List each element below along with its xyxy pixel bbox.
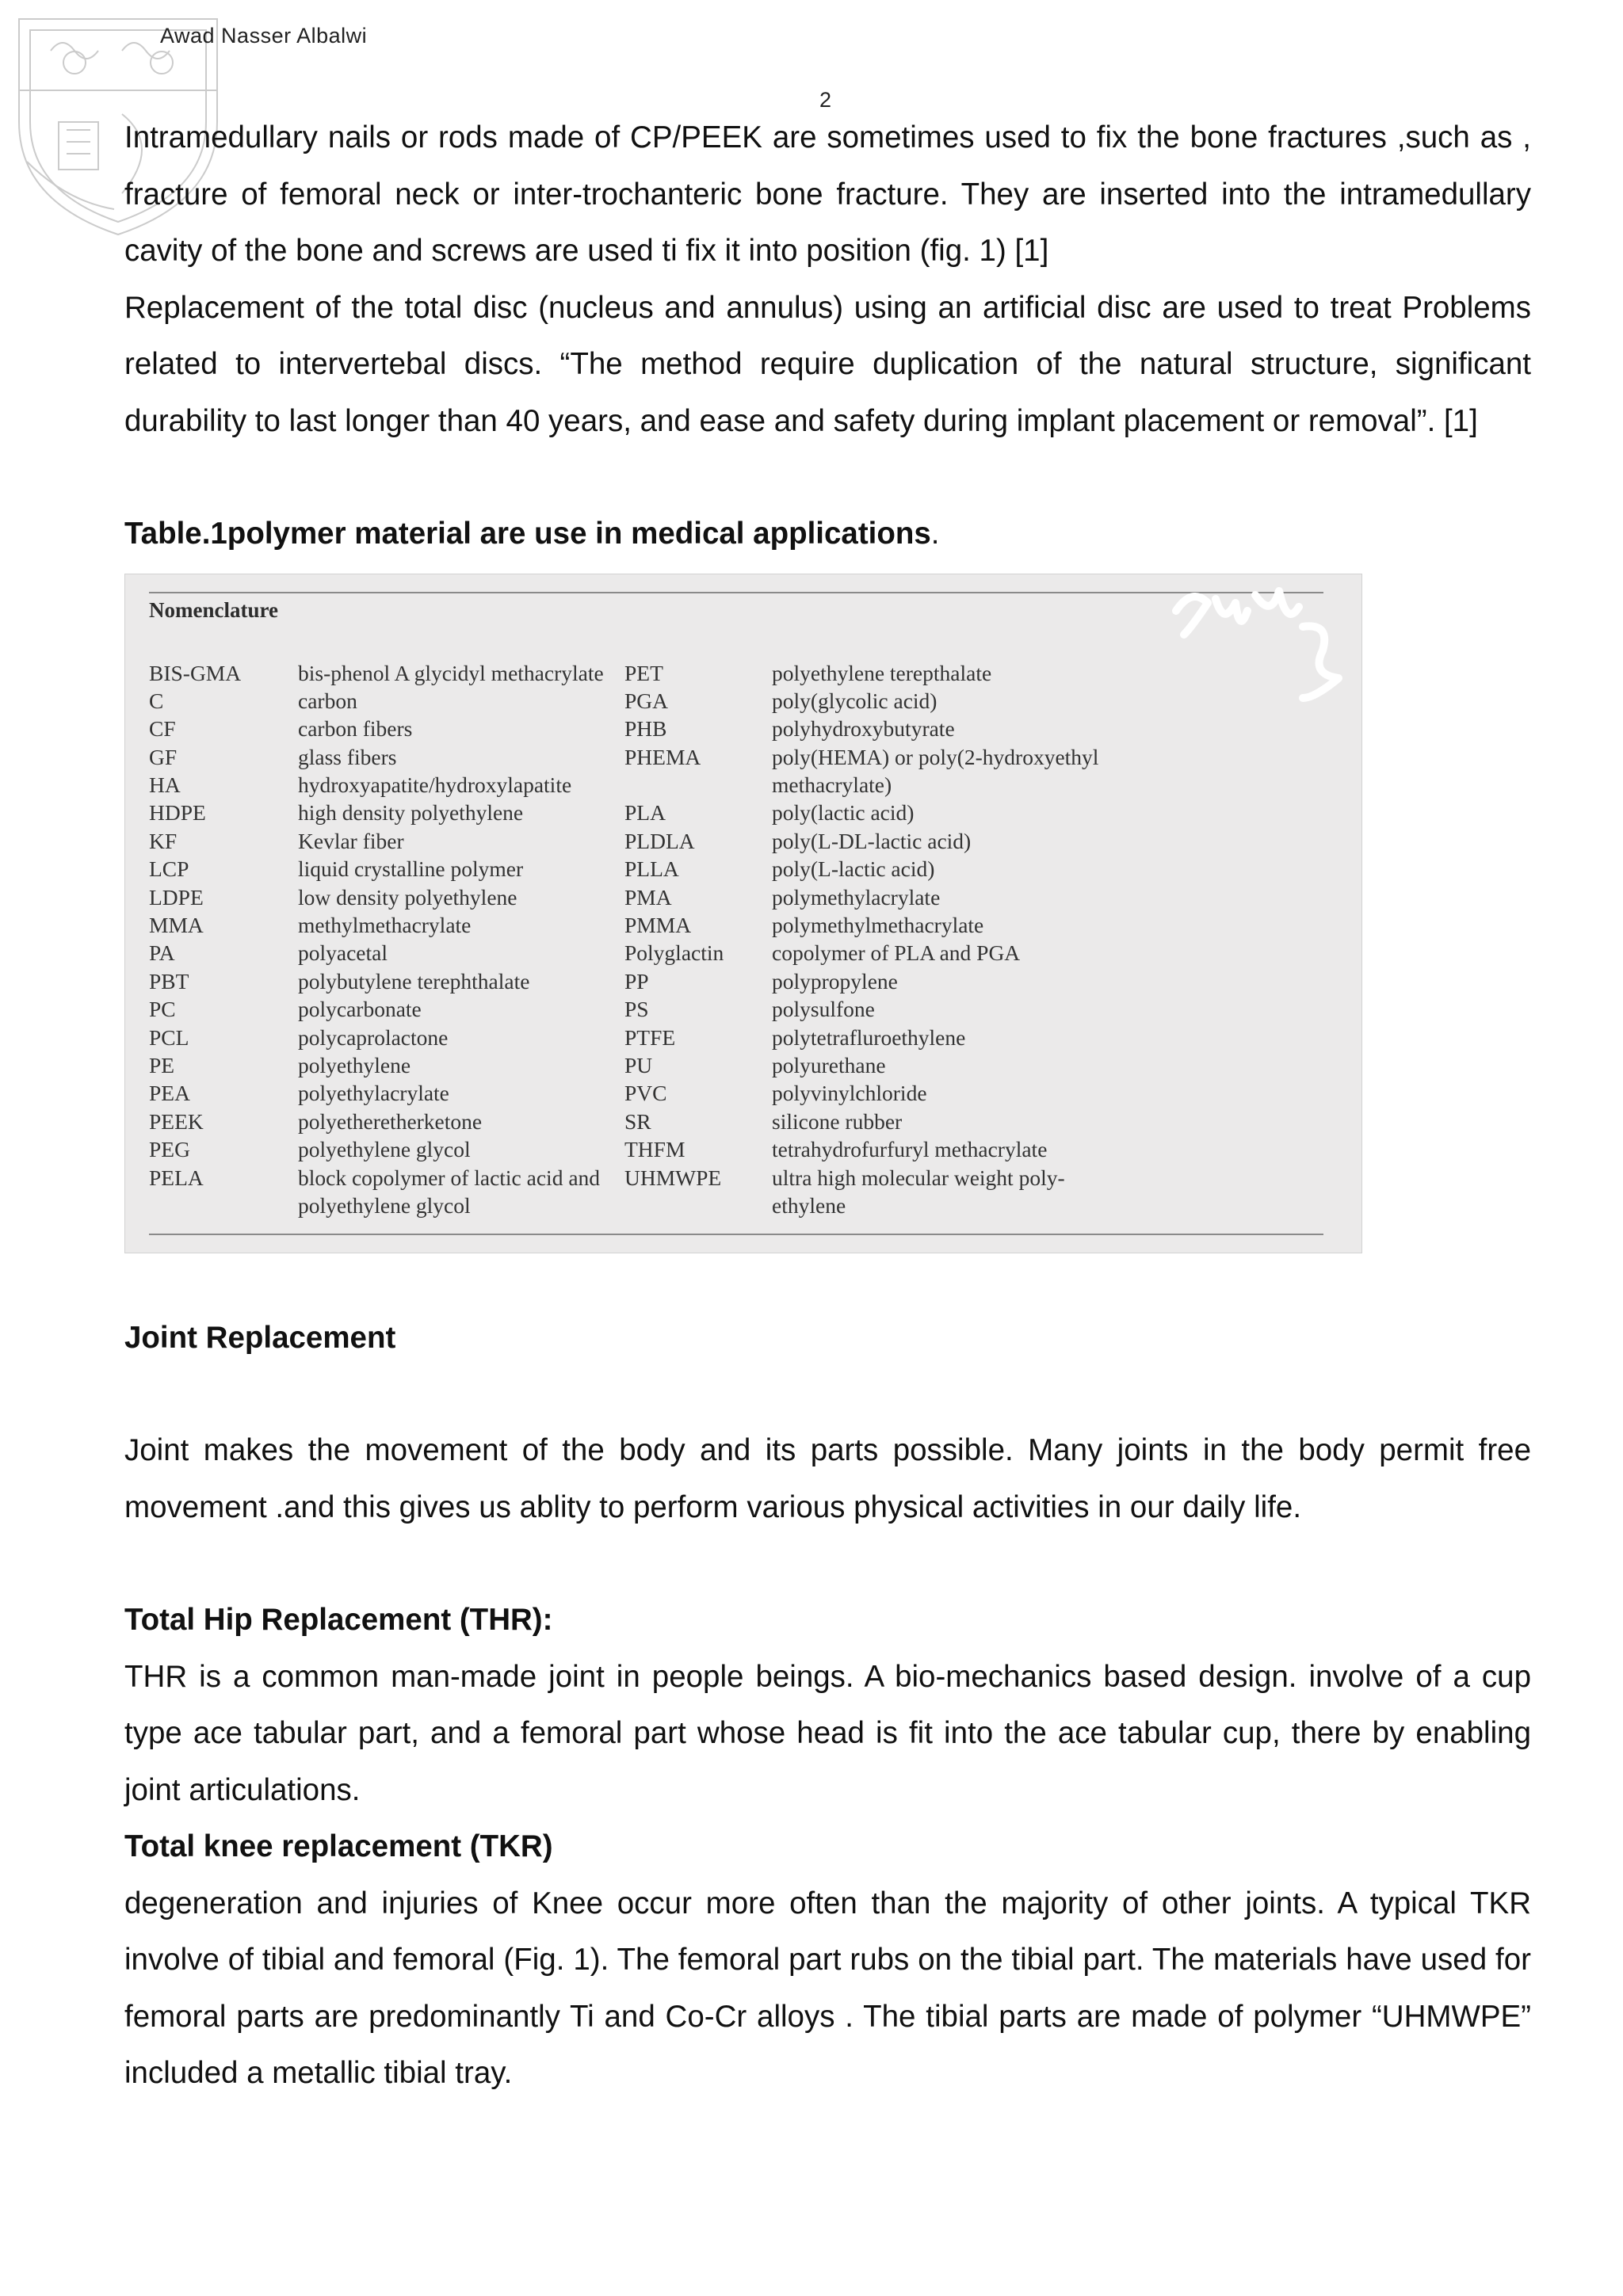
- nomenclature-definition: polyethylene terepthalate: [772, 660, 992, 685]
- nomenclature-definition: polymethylmethacrylate: [772, 913, 984, 938]
- nomenclature-row: [149, 911, 604, 939]
- nomenclature-definition: polyethylene glycol: [298, 1192, 471, 1218]
- nomenclature-abbreviation: THFM: [624, 1137, 685, 1162]
- tkr-heading: Total knee replacement (TKR): [124, 1829, 553, 1863]
- nomenclature-definition: polyethylene: [298, 1052, 411, 1077]
- nomenclature-definition: poly(glycolic acid): [772, 688, 938, 713]
- nomenclature-row: [624, 715, 1098, 742]
- nomenclature-abbreviation: PA: [149, 940, 175, 966]
- nomenclature-definition: poly(lactic acid): [772, 800, 915, 826]
- page-number: 2: [819, 88, 832, 112]
- nomenclature-abbreviation: [624, 1192, 772, 1219]
- nomenclature-abbreviation: PVC: [624, 1081, 667, 1106]
- nomenclature-row: [624, 659, 1098, 687]
- nomenclature-row: [624, 827, 1098, 855]
- handwritten-scribble-icon: [1160, 579, 1358, 714]
- nomenclature-row: [149, 1192, 604, 1219]
- nomenclature-row: [149, 827, 604, 855]
- nomenclature-row: [149, 659, 604, 687]
- nomenclature-abbreviation: PCL: [149, 1024, 189, 1050]
- nomenclature-row: [624, 855, 1098, 883]
- nomenclature-abbreviation: PELA: [149, 1165, 204, 1190]
- nomenclature-abbreviation: PHEMA: [624, 744, 701, 769]
- nomenclature-abbreviation: PBT: [149, 968, 189, 994]
- nomenclature-row: [149, 1079, 604, 1107]
- nomenclature-abbreviation: PP: [624, 968, 649, 994]
- nomenclature-row: [624, 939, 1098, 967]
- nomenclature-row: [624, 743, 1098, 771]
- nomenclature-row: [624, 967, 1098, 995]
- nomenclature-abbreviation: Polyglactin: [624, 940, 724, 966]
- nomenclature-definition: polyvinylchloride: [772, 1081, 927, 1106]
- nomenclature-definition: high density polyethylene: [298, 800, 524, 826]
- nomenclature-definition: tetrahydrofurfuryl methacrylate: [772, 1137, 1048, 1162]
- nomenclature-definition: polyurethane: [772, 1052, 886, 1077]
- nomenclature-abbreviation: PC: [149, 997, 176, 1022]
- nomenclature-definition: poly(HEMA) or poly(2-hydroxyethyl: [772, 744, 1099, 769]
- nomenclature-table-image: [124, 574, 1362, 1253]
- nomenclature-abbreviation: CF: [149, 716, 176, 742]
- nomenclature-definition: polyetheretherketone: [298, 1108, 483, 1134]
- nomenclature-row: [149, 967, 604, 995]
- nomenclature-row: [624, 1108, 1098, 1135]
- nomenclature-row: [149, 1024, 604, 1051]
- nomenclature-title: Nomenclature: [149, 597, 278, 622]
- joint-replacement-heading: Joint Replacement: [124, 1320, 396, 1355]
- nomenclature-definition: poly(L-DL-lactic acid): [772, 828, 972, 853]
- nomenclature-row: [624, 1051, 1098, 1079]
- nomenclature-definition: poly(L-lactic acid): [772, 856, 935, 882]
- nomenclature-row: [149, 995, 604, 1023]
- nomenclature-row: [624, 1192, 1098, 1219]
- nomenclature-definition: copolymer of PLA and PGA: [772, 940, 1021, 966]
- nomenclature-abbreviation: PLLA: [624, 856, 679, 882]
- nomenclature-definition: polyethylene glycol: [298, 1137, 471, 1162]
- nomenclature-row: [149, 799, 604, 826]
- nomenclature-definition: polytetrafluroethylene: [772, 1024, 966, 1050]
- tkr-paragraph: degeneration and injuries of Knee occur more often than the majority of other joints. A typical TKR involve of tibial and femoral (Fig. 1). The femoral part rubs on the tibial part. The materials have used for femoral parts are predominantly Ti and Co-Cr alloys . The tibial parts are made of polymer “UHMWPE” included a metallic tibial tray.: [124, 1886, 1531, 2090]
- table-caption: [124, 505, 1531, 563]
- nomenclature-abbreviation: PE: [149, 1052, 175, 1077]
- nomenclature-row: [624, 771, 1098, 799]
- paragraph-disc-replacement: Replacement of the total disc (nucleus and annulus) using an artificial disc are used to treat Problems related to intervertebal discs. “The method require duplication of the natural structure, significant durability to last longer than 40 years, and ease and safety during implant placement or removal”. [1]: [124, 290, 1531, 438]
- paragraph-intramedullary: Intramedullary nails or rods made of CP/PEEK are sometimes used to fix the bone fractures ,such as , fracture of femoral neck or inter-trochanteric bone fracture. They are inserted into the intramedullary cavity of the bone and screws are used ti fix it into position (fig. 1) [1]: [124, 120, 1531, 268]
- table-caption-text: Table.1polymer material are use in medical applications: [124, 517, 931, 551]
- nomenclature-row: [149, 1164, 604, 1192]
- nomenclature-row: [149, 715, 604, 742]
- nomenclature-definition: bis-phenol A glycidyl methacrylate: [298, 660, 604, 685]
- nomenclature-definition: hydroxyapatite/hydroxylapatite: [298, 772, 572, 798]
- nomenclature-row: [149, 1051, 604, 1079]
- nomenclature-row: [149, 771, 604, 799]
- nomenclature-row: [624, 995, 1098, 1023]
- nomenclature-abbreviation: HDPE: [149, 800, 206, 826]
- thr-paragraph: THR is a common man-made joint in people beings. A bio-mechanics based design. involve of a cup type ace tabular part, and a femoral part whose head is fit into the ace tabular cup, there by enabling joint articulations.: [124, 1659, 1531, 1807]
- nomenclature-definition: polymethylacrylate: [772, 884, 941, 910]
- nomenclature-definition: polysulfone: [772, 997, 875, 1022]
- nomenclature-row: [624, 1079, 1098, 1107]
- nomenclature-abbreviation: [624, 771, 772, 799]
- nomenclature-abbreviation: LCP: [149, 856, 189, 882]
- nomenclature-abbreviation: GF: [149, 744, 178, 769]
- nomenclature-definition: carbon fibers: [298, 716, 413, 742]
- nomenclature-definition: silicone rubber: [772, 1108, 903, 1134]
- nomenclature-abbreviation: LDPE: [149, 884, 204, 910]
- nomenclature-abbreviation: MMA: [149, 913, 204, 938]
- nomenclature-definition: polycaprolactone: [298, 1024, 449, 1050]
- nomenclature-definition: methacrylate): [772, 772, 892, 798]
- nomenclature-row: [149, 939, 604, 967]
- nomenclature-abbreviation: PMA: [624, 884, 672, 910]
- nomenclature-row: [624, 1135, 1098, 1163]
- nomenclature-row: [624, 799, 1098, 826]
- nomenclature-definition: polypropylene: [772, 968, 898, 994]
- nomenclature-definition: polyethylacrylate: [298, 1081, 449, 1106]
- table-caption-period: .: [930, 517, 940, 551]
- nomenclature-abbreviation: PTFE: [624, 1024, 676, 1050]
- nomenclature-row: [624, 1164, 1098, 1192]
- nomenclature-abbreviation: PU: [624, 1052, 653, 1077]
- nomenclature-abbreviation: SR: [624, 1108, 651, 1134]
- nomenclature-definition: methylmethacrylate: [298, 913, 472, 938]
- nomenclature-abbreviation: PLA: [624, 800, 666, 826]
- joint-replacement-paragraph: Joint makes the movement of the body and its parts possible. Many joints in the body permit free movement .and this gives us ablity to perform various physical activities in our daily life.: [124, 1433, 1531, 1524]
- nomenclature-abbreviation: PEG: [149, 1137, 190, 1162]
- nomenclature-row: [149, 855, 604, 883]
- nomenclature-definition: liquid crystalline polymer: [298, 856, 524, 882]
- nomenclature-definition: low density polyethylene: [298, 884, 517, 910]
- nomenclature-row: [149, 743, 604, 771]
- nomenclature-row: [149, 1135, 604, 1163]
- nomenclature-abbreviation: HA: [149, 772, 181, 798]
- nomenclature-abbreviation: PEEK: [149, 1108, 204, 1134]
- nomenclature-row: [149, 687, 604, 715]
- nomenclature-abbreviation: C: [149, 688, 164, 713]
- thr-heading: Total Hip Replacement (THR):: [124, 1603, 553, 1637]
- nomenclature-abbreviation: BIS-GMA: [149, 660, 242, 685]
- nomenclature-definition: polybutylene terephthalate: [298, 968, 530, 994]
- nomenclature-definition: polyhydroxybutyrate: [772, 716, 955, 742]
- nomenclature-row: [624, 883, 1098, 911]
- nomenclature-row: [149, 1108, 604, 1135]
- nomenclature-left-column: [149, 659, 604, 1220]
- nomenclature-definition: polyacetal: [298, 940, 388, 966]
- nomenclature-abbreviation: PMMA: [624, 913, 692, 938]
- nomenclature-abbreviation: PHB: [624, 716, 667, 742]
- nomenclature-abbreviation: PEA: [149, 1081, 190, 1106]
- header-author: Awad Nasser Albalwi: [160, 24, 368, 48]
- nomenclature-definition: Kevlar fiber: [298, 828, 404, 853]
- document-body: [124, 109, 1531, 2102]
- nomenclature-right-column: [624, 659, 1098, 1220]
- nomenclature-row: [149, 883, 604, 911]
- nomenclature-row: [624, 1024, 1098, 1051]
- nomenclature-abbreviation: [149, 1192, 298, 1219]
- nomenclature-abbreviation: PS: [624, 997, 649, 1022]
- nomenclature-definition: carbon: [298, 688, 357, 713]
- nomenclature-row: [624, 687, 1098, 715]
- nomenclature-abbreviation: PLDLA: [624, 828, 695, 853]
- nomenclature-definition: ethylene: [772, 1192, 846, 1218]
- nomenclature-definition: polycarbonate: [298, 997, 422, 1022]
- nomenclature-abbreviation: UHMWPE: [624, 1165, 722, 1190]
- nomenclature-definition: block copolymer of lactic acid and: [298, 1165, 601, 1190]
- nomenclature-definition: glass fibers: [298, 744, 397, 769]
- nomenclature-definition: ultra high molecular weight poly-: [772, 1165, 1065, 1190]
- nomenclature-abbreviation: KF: [149, 828, 178, 853]
- nomenclature-abbreviation: PET: [624, 660, 663, 685]
- nomenclature-abbreviation: PGA: [624, 688, 669, 713]
- nomenclature-row: [624, 911, 1098, 939]
